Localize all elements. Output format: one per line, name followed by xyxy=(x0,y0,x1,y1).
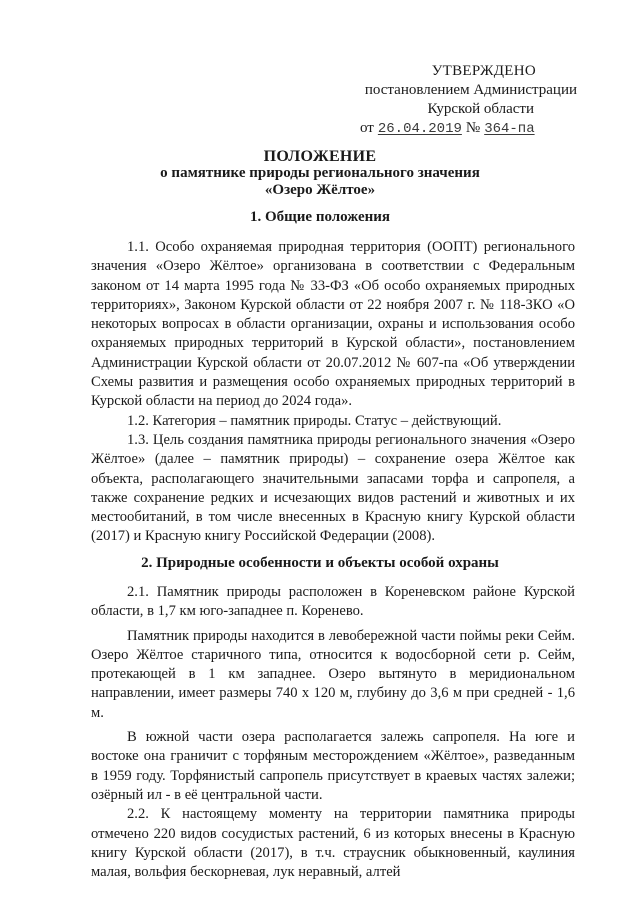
approved-label: УТВЕРЖДЕНО xyxy=(431,63,536,79)
date-prefix: от xyxy=(360,120,374,136)
section-2-heading: 2. Природные особенности и объекты особой охраны xyxy=(141,555,499,571)
section-1-heading: 1. Общие положения xyxy=(249,209,391,225)
section-1-body xyxy=(91,238,575,547)
number-prefix: № xyxy=(465,120,481,136)
paragraph-2-1: 2.1. Памятник природы расположен в Кореневском районе Курской области, в 1,7 км юго-западнее п. Коренево. xyxy=(91,584,575,620)
title-line-3: «Озеро Жёлтое» xyxy=(264,182,376,198)
document-title xyxy=(0,148,640,199)
paragraph-1-3: 1.3. Цель создания памятника природы регионального значения «Озеро Жёлтое» (далее – памятник природы) – сохранение озера Жёлтое как объекта, располагающего значительными запасами торфа и сапропеля, а также сохранение редких и исчезающих видов растений и животных и их местообитаний, в том числе внесенных в Красную книгу Курской области (2017) и Красную книгу Российской Федерации (2008). xyxy=(91,431,575,545)
decree-number: 364-па xyxy=(484,121,535,137)
approval-stamp xyxy=(330,62,580,139)
decree-label: постановлением Администрации xyxy=(364,82,577,98)
title-line-2: о памятнике природы регионального значения xyxy=(160,165,480,181)
paragraph-2-4: 2.2. К настоящему моменту на территории памятника природы отмечено 220 видов сосудистых растений, 6 из которых внесены в Красную книгу Курской области (2017), в т.ч. страусник обыкновенный, каулиния малая, вольфия бескорневая, лук неравный, алтей xyxy=(91,806,575,881)
decree-date-line xyxy=(330,119,580,139)
paragraph-1-1: 1.1. Особо охраняемая природная территория (ООПТ) регионального значения «Озеро Жёлтое» организована в соответствии с Федеральным законом от 14 марта 1995 года № 33-ФЗ «Об особо охраняемых природных территориях», Законом Курской области от 22 ноября 2007 г. № 118-ЗКО «О некоторых вопросах в области организации, охраны и использования особо охраняемых природных территорий в Курской области», постановлением Администрации Курской области от 20.07.2012 № 607-па «Об утверждении Схемы развития и размещения особо охраняемых природных территорий в Курской области на период до 2024 года». xyxy=(91,239,575,410)
decree-date: 26.04.2019 xyxy=(377,121,462,137)
paragraph-1-2: 1.2. Категория – памятник природы. Статус – действующий. xyxy=(127,412,502,429)
paragraph-2-3: В южной части озера располагается залежь сапропеля. На юге и востоке она граничит с торфяным месторождением «Жёлтое», разведанным в 1959 году. Торфянистый сапропель присутствует в краевых частях залежи; озёрный ил - в её центральной части. xyxy=(91,729,575,803)
section-2-body xyxy=(91,583,575,882)
paragraph-2-2: Памятник природы находится в левобережной части поймы реки Сейм. Озеро Жёлтое старичного типа, относится к водосборной сети р. Сейм, протекающей в 1 км западнее. Озеро вытянуто в меридиональном направлении, имеет размеры 740 х 120 м, глубину до 3,6 м при средней - 1,6 м. xyxy=(91,627,575,721)
title-line-1: ПОЛОЖЕНИЕ xyxy=(263,148,377,165)
region-label: Курской области xyxy=(427,101,534,117)
